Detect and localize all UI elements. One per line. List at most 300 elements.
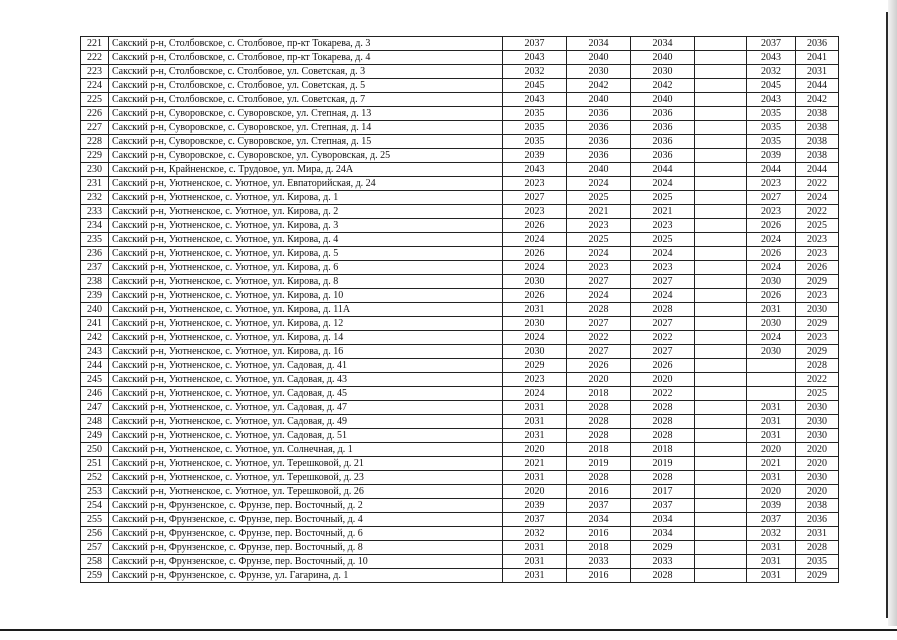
- year-cell: [695, 429, 747, 443]
- year-cell: 2024: [747, 331, 796, 345]
- year-cell: 2031: [747, 415, 796, 429]
- year-cell: 2040: [631, 51, 695, 65]
- address-cell: Сакский р-н, Фрунзенское, с. Фрунзе, пер. Восточный, д. 10: [109, 555, 503, 569]
- address-cell: Сакский р-н, Суворовское, с. Суворовское, ул. Суворовская, д. 25: [109, 149, 503, 163]
- year-cell: 2040: [567, 93, 631, 107]
- row-number-cell: 234: [81, 219, 109, 233]
- year-cell: [695, 65, 747, 79]
- row-number-cell: 248: [81, 415, 109, 429]
- year-cell: 2034: [631, 513, 695, 527]
- table-row: [81, 485, 839, 499]
- year-cell: 2024: [631, 289, 695, 303]
- row-number-cell: 247: [81, 401, 109, 415]
- address-cell: Сакский р-н, Фрунзенское, с. Фрунзе, пер. Восточный, д. 8: [109, 541, 503, 555]
- year-cell: 2020: [503, 443, 567, 457]
- year-cell: 2038: [796, 135, 839, 149]
- row-number-cell: 249: [81, 429, 109, 443]
- address-cell: Сакский р-н, Столбовское, с. Столбовое, ул. Советская, д. 3: [109, 65, 503, 79]
- year-cell: 2024: [796, 191, 839, 205]
- year-cell: 2026: [747, 289, 796, 303]
- table-body: [81, 37, 839, 583]
- year-cell: [747, 373, 796, 387]
- year-cell: 2031: [503, 415, 567, 429]
- year-cell: 2026: [503, 247, 567, 261]
- year-cell: 2021: [747, 457, 796, 471]
- year-cell: 2036: [567, 107, 631, 121]
- year-cell: [695, 51, 747, 65]
- year-cell: 2030: [567, 65, 631, 79]
- year-cell: 2026: [747, 219, 796, 233]
- year-cell: 2026: [631, 359, 695, 373]
- year-cell: 2031: [503, 555, 567, 569]
- year-cell: [695, 457, 747, 471]
- year-cell: 2020: [631, 373, 695, 387]
- year-cell: 2045: [747, 79, 796, 93]
- address-cell: Сакский р-н, Уютненское, с. Уютное, ул. Кирова, д. 10: [109, 289, 503, 303]
- year-cell: 2024: [503, 331, 567, 345]
- address-cell: Сакский р-н, Столбовское, с. Столбовое, пр-кт Токарева, д. 3: [109, 37, 503, 51]
- year-cell: [695, 499, 747, 513]
- address-cell: Сакский р-н, Фрунзенское, с. Фрунзе, пер. Восточный, д. 2: [109, 499, 503, 513]
- year-cell: 2039: [503, 149, 567, 163]
- year-cell: 2023: [796, 289, 839, 303]
- row-number-cell: 239: [81, 289, 109, 303]
- table-row: [81, 387, 839, 401]
- year-cell: 2031: [747, 303, 796, 317]
- year-cell: 2028: [631, 429, 695, 443]
- year-cell: [695, 177, 747, 191]
- year-cell: 2024: [631, 247, 695, 261]
- year-cell: 2042: [567, 79, 631, 93]
- table-row: [81, 107, 839, 121]
- address-cell: Сакский р-н, Уютненское, с. Уютное, ул. Кирова, д. 2: [109, 205, 503, 219]
- year-cell: 2033: [631, 555, 695, 569]
- year-cell: 2025: [631, 191, 695, 205]
- year-cell: 2026: [503, 219, 567, 233]
- table-row: [81, 345, 839, 359]
- row-number-cell: 250: [81, 443, 109, 457]
- year-cell: 2023: [747, 177, 796, 191]
- year-cell: 2035: [796, 555, 839, 569]
- year-cell: 2024: [747, 233, 796, 247]
- table-row: [81, 219, 839, 233]
- year-cell: 2044: [631, 163, 695, 177]
- year-cell: 2028: [567, 471, 631, 485]
- address-cell: Сакский р-н, Уютненское, с. Уютное, ул. Кирова, д. 6: [109, 261, 503, 275]
- address-cell: Сакский р-н, Уютненское, с. Уютное, ул. Солнечная, д. 1: [109, 443, 503, 457]
- year-cell: 2024: [747, 261, 796, 275]
- year-cell: 2022: [567, 331, 631, 345]
- year-cell: 2025: [567, 233, 631, 247]
- year-cell: 2020: [567, 373, 631, 387]
- year-cell: [695, 289, 747, 303]
- year-cell: 2028: [567, 401, 631, 415]
- year-cell: 2031: [747, 555, 796, 569]
- year-cell: [695, 345, 747, 359]
- year-cell: 2023: [631, 261, 695, 275]
- year-cell: 2025: [631, 233, 695, 247]
- year-cell: 2037: [567, 499, 631, 513]
- year-cell: 2031: [796, 527, 839, 541]
- year-cell: 2043: [503, 93, 567, 107]
- year-cell: 2044: [796, 79, 839, 93]
- year-cell: 2027: [503, 191, 567, 205]
- year-cell: 2024: [503, 387, 567, 401]
- year-cell: 2026: [747, 247, 796, 261]
- year-cell: 2031: [503, 303, 567, 317]
- year-cell: 2028: [631, 401, 695, 415]
- year-cell: 2034: [631, 527, 695, 541]
- year-cell: [695, 247, 747, 261]
- year-cell: 2043: [747, 51, 796, 65]
- address-cell: Сакский р-н, Фрунзенское, с. Фрунзе, пер. Восточный, д. 4: [109, 513, 503, 527]
- row-number-cell: 257: [81, 541, 109, 555]
- year-cell: 2023: [503, 205, 567, 219]
- year-cell: [695, 415, 747, 429]
- year-cell: 2032: [747, 527, 796, 541]
- year-cell: 2022: [796, 205, 839, 219]
- year-cell: 2031: [747, 429, 796, 443]
- year-cell: 2040: [567, 51, 631, 65]
- year-cell: 2031: [503, 401, 567, 415]
- year-cell: 2023: [796, 233, 839, 247]
- year-cell: 2037: [631, 499, 695, 513]
- year-cell: 2032: [503, 65, 567, 79]
- year-cell: 2031: [503, 471, 567, 485]
- year-cell: [695, 233, 747, 247]
- table-row: [81, 359, 839, 373]
- year-cell: 2025: [796, 387, 839, 401]
- year-cell: 2021: [567, 205, 631, 219]
- year-cell: [695, 527, 747, 541]
- year-cell: 2018: [567, 443, 631, 457]
- year-cell: 2031: [796, 65, 839, 79]
- year-cell: [695, 205, 747, 219]
- row-number-cell: 258: [81, 555, 109, 569]
- year-cell: 2035: [747, 121, 796, 135]
- row-number-cell: 238: [81, 275, 109, 289]
- year-cell: [695, 163, 747, 177]
- year-cell: 2026: [567, 359, 631, 373]
- table-row: [81, 415, 839, 429]
- table-row: [81, 135, 839, 149]
- year-cell: 2028: [631, 569, 695, 583]
- year-cell: 2039: [747, 149, 796, 163]
- year-cell: 2030: [631, 65, 695, 79]
- year-cell: 2034: [631, 37, 695, 51]
- address-cell: Сакский р-н, Уютненское, с. Уютное, ул. Кирова, д. 8: [109, 275, 503, 289]
- year-cell: [695, 513, 747, 527]
- year-cell: 2038: [796, 149, 839, 163]
- year-cell: 2040: [567, 163, 631, 177]
- year-cell: 2023: [747, 205, 796, 219]
- year-cell: 2035: [503, 135, 567, 149]
- year-cell: 2043: [503, 163, 567, 177]
- year-cell: 2030: [796, 401, 839, 415]
- year-cell: 2030: [503, 345, 567, 359]
- year-cell: 2017: [631, 485, 695, 499]
- row-number-cell: 253: [81, 485, 109, 499]
- year-cell: 2033: [567, 555, 631, 569]
- year-cell: [695, 401, 747, 415]
- year-cell: 2023: [503, 177, 567, 191]
- year-cell: 2031: [747, 471, 796, 485]
- row-number-cell: 223: [81, 65, 109, 79]
- year-cell: 2020: [503, 485, 567, 499]
- address-cell: Сакский р-н, Уютненское, с. Уютное, ул. Кирова, д. 14: [109, 331, 503, 345]
- row-number-cell: 225: [81, 93, 109, 107]
- year-cell: 2024: [567, 247, 631, 261]
- address-cell: Сакский р-н, Крайненское, с. Трудовое, ул. Мира, д. 24А: [109, 163, 503, 177]
- table-row: [81, 93, 839, 107]
- table-row: [81, 429, 839, 443]
- year-cell: 2031: [503, 429, 567, 443]
- year-cell: 2022: [631, 387, 695, 401]
- row-number-cell: 224: [81, 79, 109, 93]
- year-cell: 2040: [631, 93, 695, 107]
- row-number-cell: 241: [81, 317, 109, 331]
- row-number-cell: 222: [81, 51, 109, 65]
- year-cell: 2028: [796, 359, 839, 373]
- year-cell: 2019: [631, 457, 695, 471]
- year-cell: [695, 275, 747, 289]
- year-cell: 2030: [747, 275, 796, 289]
- scan-edge-line: [886, 12, 888, 618]
- year-cell: [695, 37, 747, 51]
- row-number-cell: 235: [81, 233, 109, 247]
- scan-edge-bottom-line: [0, 629, 897, 631]
- year-cell: [695, 359, 747, 373]
- year-cell: [747, 387, 796, 401]
- year-cell: 2022: [796, 177, 839, 191]
- year-cell: 2018: [567, 387, 631, 401]
- year-cell: [695, 471, 747, 485]
- year-cell: 2031: [503, 541, 567, 555]
- year-cell: 2031: [747, 541, 796, 555]
- row-number-cell: 243: [81, 345, 109, 359]
- year-cell: 2028: [796, 541, 839, 555]
- table-row: [81, 261, 839, 275]
- year-cell: 2028: [631, 415, 695, 429]
- year-cell: [747, 359, 796, 373]
- row-number-cell: 256: [81, 527, 109, 541]
- year-cell: 2030: [747, 317, 796, 331]
- year-cell: 2023: [631, 219, 695, 233]
- year-cell: 2034: [567, 513, 631, 527]
- year-cell: 2044: [747, 163, 796, 177]
- year-cell: 2036: [567, 135, 631, 149]
- year-cell: 2030: [796, 429, 839, 443]
- year-cell: 2027: [567, 275, 631, 289]
- address-cell: Сакский р-н, Уютненское, с. Уютное, ул. Садовая, д. 49: [109, 415, 503, 429]
- year-cell: 2025: [796, 219, 839, 233]
- year-cell: [695, 149, 747, 163]
- year-cell: 2020: [747, 443, 796, 457]
- year-cell: 2027: [631, 275, 695, 289]
- year-cell: 2031: [503, 569, 567, 583]
- table-row: [81, 51, 839, 65]
- year-cell: 2016: [567, 569, 631, 583]
- address-cell: Сакский р-н, Уютненское, с. Уютное, ул. Кирова, д. 4: [109, 233, 503, 247]
- year-cell: [695, 443, 747, 457]
- year-cell: 2025: [567, 191, 631, 205]
- year-cell: 2024: [631, 177, 695, 191]
- year-cell: 2036: [567, 149, 631, 163]
- table-row: [81, 233, 839, 247]
- year-cell: 2037: [747, 37, 796, 51]
- address-cell: Сакский р-н, Фрунзенское, с. Фрунзе, ул. Гагарина, д. 1: [109, 569, 503, 583]
- table-row: [81, 289, 839, 303]
- year-cell: 2028: [631, 303, 695, 317]
- year-cell: 2029: [631, 541, 695, 555]
- table-row: [81, 401, 839, 415]
- year-cell: 2038: [796, 107, 839, 121]
- year-cell: 2020: [796, 457, 839, 471]
- year-cell: 2020: [747, 485, 796, 499]
- address-cell: Сакский р-н, Уютненское, с. Уютное, ул. Кирова, д. 12: [109, 317, 503, 331]
- year-cell: 2030: [503, 317, 567, 331]
- table-row: [81, 373, 839, 387]
- table-row: [81, 569, 839, 583]
- year-cell: [695, 219, 747, 233]
- year-cell: 2028: [631, 471, 695, 485]
- address-cell: Сакский р-н, Уютненское, с. Уютное, ул. Терешковой, д. 26: [109, 485, 503, 499]
- year-cell: 2021: [631, 205, 695, 219]
- year-cell: [695, 93, 747, 107]
- address-cell: Сакский р-н, Уютненское, с. Уютное, ул. Евпаторийская, д. 24: [109, 177, 503, 191]
- year-cell: 2020: [796, 443, 839, 457]
- year-cell: 2036: [631, 135, 695, 149]
- year-cell: 2023: [503, 373, 567, 387]
- year-cell: [695, 191, 747, 205]
- table-row: [81, 499, 839, 513]
- year-cell: [695, 387, 747, 401]
- row-number-cell: 246: [81, 387, 109, 401]
- address-cell: Сакский р-н, Столбовское, с. Столбовое, ул. Советская, д. 5: [109, 79, 503, 93]
- row-number-cell: 244: [81, 359, 109, 373]
- year-cell: 2019: [567, 457, 631, 471]
- year-cell: 2029: [503, 359, 567, 373]
- year-cell: 2018: [631, 443, 695, 457]
- year-cell: 2039: [747, 499, 796, 513]
- row-number-cell: 237: [81, 261, 109, 275]
- year-cell: 2042: [631, 79, 695, 93]
- year-cell: 2029: [796, 345, 839, 359]
- year-cell: 2028: [567, 429, 631, 443]
- table-row: [81, 541, 839, 555]
- year-cell: 2039: [503, 499, 567, 513]
- table-row: [81, 37, 839, 51]
- year-cell: 2022: [631, 331, 695, 345]
- year-cell: [695, 303, 747, 317]
- year-cell: [695, 79, 747, 93]
- address-cell: Сакский р-н, Фрунзенское, с. Фрунзе, пер. Восточный, д. 6: [109, 527, 503, 541]
- table-row: [81, 317, 839, 331]
- year-cell: 2031: [747, 569, 796, 583]
- table-row: [81, 79, 839, 93]
- year-cell: 2045: [503, 79, 567, 93]
- year-cell: 2030: [747, 345, 796, 359]
- year-cell: 2035: [747, 135, 796, 149]
- year-cell: 2030: [796, 471, 839, 485]
- row-number-cell: 242: [81, 331, 109, 345]
- year-cell: 2043: [503, 51, 567, 65]
- year-cell: 2038: [796, 121, 839, 135]
- row-number-cell: 228: [81, 135, 109, 149]
- year-cell: 2030: [796, 303, 839, 317]
- year-cell: 2042: [796, 93, 839, 107]
- row-number-cell: 230: [81, 163, 109, 177]
- year-cell: [695, 107, 747, 121]
- year-cell: 2016: [567, 485, 631, 499]
- row-number-cell: 236: [81, 247, 109, 261]
- year-cell: 2029: [796, 569, 839, 583]
- table-row: [81, 555, 839, 569]
- address-cell: Сакский р-н, Уютненское, с. Уютное, ул. Садовая, д. 51: [109, 429, 503, 443]
- year-cell: 2038: [796, 499, 839, 513]
- year-cell: 2027: [631, 317, 695, 331]
- address-cell: Сакский р-н, Уютненское, с. Уютное, ул. Терешковой, д. 21: [109, 457, 503, 471]
- year-cell: 2027: [567, 317, 631, 331]
- row-number-cell: 229: [81, 149, 109, 163]
- year-cell: 2024: [503, 261, 567, 275]
- year-cell: 2036: [631, 149, 695, 163]
- year-cell: 2029: [796, 317, 839, 331]
- address-cell: Сакский р-н, Уютненское, с. Уютное, ул. Кирова, д. 16: [109, 345, 503, 359]
- table-row: [81, 471, 839, 485]
- address-cell: Сакский р-н, Уютненское, с. Уютное, ул. Садовая, д. 41: [109, 359, 503, 373]
- housing-register-table: [80, 36, 839, 583]
- year-cell: 2036: [631, 121, 695, 135]
- year-cell: [695, 555, 747, 569]
- year-cell: 2034: [567, 37, 631, 51]
- row-number-cell: 251: [81, 457, 109, 471]
- year-cell: [695, 541, 747, 555]
- year-cell: [695, 317, 747, 331]
- row-number-cell: 255: [81, 513, 109, 527]
- year-cell: 2021: [503, 457, 567, 471]
- year-cell: 2023: [796, 331, 839, 345]
- address-cell: Сакский р-н, Уютненское, с. Уютное, ул. Терешковой, д. 23: [109, 471, 503, 485]
- year-cell: 2024: [567, 177, 631, 191]
- year-cell: 2028: [567, 303, 631, 317]
- table-row: [81, 457, 839, 471]
- table-row: [81, 65, 839, 79]
- year-cell: 2027: [747, 191, 796, 205]
- table-row: [81, 163, 839, 177]
- year-cell: 2036: [796, 513, 839, 527]
- row-number-cell: 240: [81, 303, 109, 317]
- year-cell: 2035: [503, 121, 567, 135]
- year-cell: 2037: [503, 513, 567, 527]
- table-row: [81, 121, 839, 135]
- row-number-cell: 252: [81, 471, 109, 485]
- address-cell: Сакский р-н, Уютненское, с. Уютное, ул. Кирова, д. 11А: [109, 303, 503, 317]
- table-row: [81, 443, 839, 457]
- year-cell: [695, 485, 747, 499]
- year-cell: 2041: [796, 51, 839, 65]
- year-cell: 2036: [796, 37, 839, 51]
- year-cell: 2035: [503, 107, 567, 121]
- year-cell: 2022: [796, 373, 839, 387]
- year-cell: 2030: [796, 415, 839, 429]
- row-number-cell: 232: [81, 191, 109, 205]
- year-cell: 2043: [747, 93, 796, 107]
- address-cell: Сакский р-н, Суворовское, с. Суворовское, ул. Степная, д. 14: [109, 121, 503, 135]
- row-number-cell: 227: [81, 121, 109, 135]
- year-cell: 2044: [796, 163, 839, 177]
- address-cell: Сакский р-н, Уютненское, с. Уютное, ул. Садовая, д. 47: [109, 401, 503, 415]
